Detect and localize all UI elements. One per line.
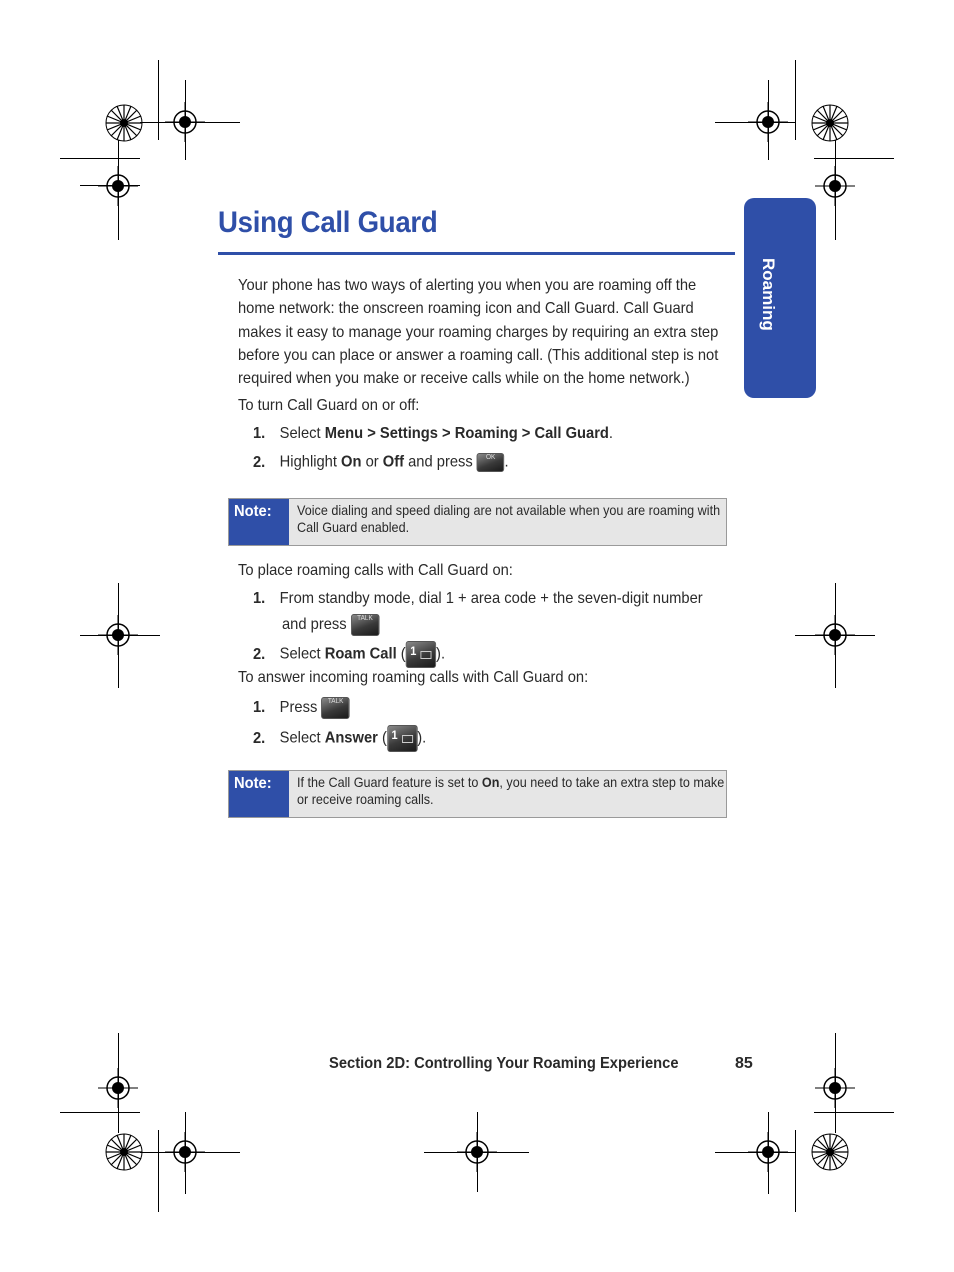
list-item: 1. From standby mode, dial 1 + area code + the seven-digit number bbox=[253, 590, 703, 607]
footer-section-title: Section 2D: Controlling Your Roaming Experience bbox=[329, 1055, 679, 1072]
note-text: Voice dialing and speed dialing are not available when you are roaming with Call Guard enabled. bbox=[297, 502, 721, 535]
note-label: Note: bbox=[229, 499, 289, 545]
note-box bbox=[228, 498, 727, 546]
softkey-1-icon: 1 bbox=[387, 725, 417, 752]
section-lead-place-calls: To place roaming calls with Call Guard on: bbox=[238, 562, 513, 579]
list-item: 2. Select Roam Call ( 1 ). bbox=[253, 641, 445, 668]
note-label: Note: bbox=[229, 771, 289, 817]
list-item: 1. Press TALK bbox=[253, 697, 350, 719]
page-number: 85 bbox=[735, 1055, 753, 1072]
section-side-tab bbox=[744, 198, 816, 398]
section-lead-turn-on-off: To turn Call Guard on or off: bbox=[238, 397, 420, 414]
registration-star-icon bbox=[105, 104, 143, 142]
list-item-continuation: and press TALK bbox=[282, 614, 379, 636]
talk-key-icon: TALK bbox=[351, 614, 380, 636]
list-item: 2. Highlight On or Off and press OK . bbox=[253, 453, 509, 471]
registration-star-icon bbox=[811, 1133, 849, 1171]
list-item: 1. Select Menu > Settings > Roaming > Call Guard. bbox=[253, 425, 614, 442]
registration-star-icon bbox=[105, 1133, 143, 1171]
ok-key-icon: OK bbox=[477, 453, 505, 472]
side-tab-label: Roaming bbox=[759, 258, 778, 331]
talk-key-icon: TALK bbox=[321, 697, 350, 719]
softkey-1-icon: 1 bbox=[406, 641, 436, 668]
section-lead-answer-calls: To answer incoming roaming calls with Call Guard on: bbox=[238, 669, 589, 686]
title-divider bbox=[218, 252, 735, 255]
page-title: Using Call Guard bbox=[218, 206, 438, 239]
registration-star-icon bbox=[811, 104, 849, 142]
note-box bbox=[228, 770, 727, 818]
note-text: If the Call Guard feature is set to On, you need to take an extra step to make or receive roaming calls. bbox=[297, 774, 725, 807]
intro-paragraph: Your phone has two ways of alerting you when you are roaming off the home network: the onscreen roaming icon and Call Guard. Call Guard makes it easy to manage your roaming charges by requiring an extra step before you can place or answer a roaming call. (This additional step is not required when you make or receive calls while on the home network.) bbox=[238, 277, 719, 388]
list-item: 2. Select Answer ( 1 ). bbox=[253, 725, 426, 752]
